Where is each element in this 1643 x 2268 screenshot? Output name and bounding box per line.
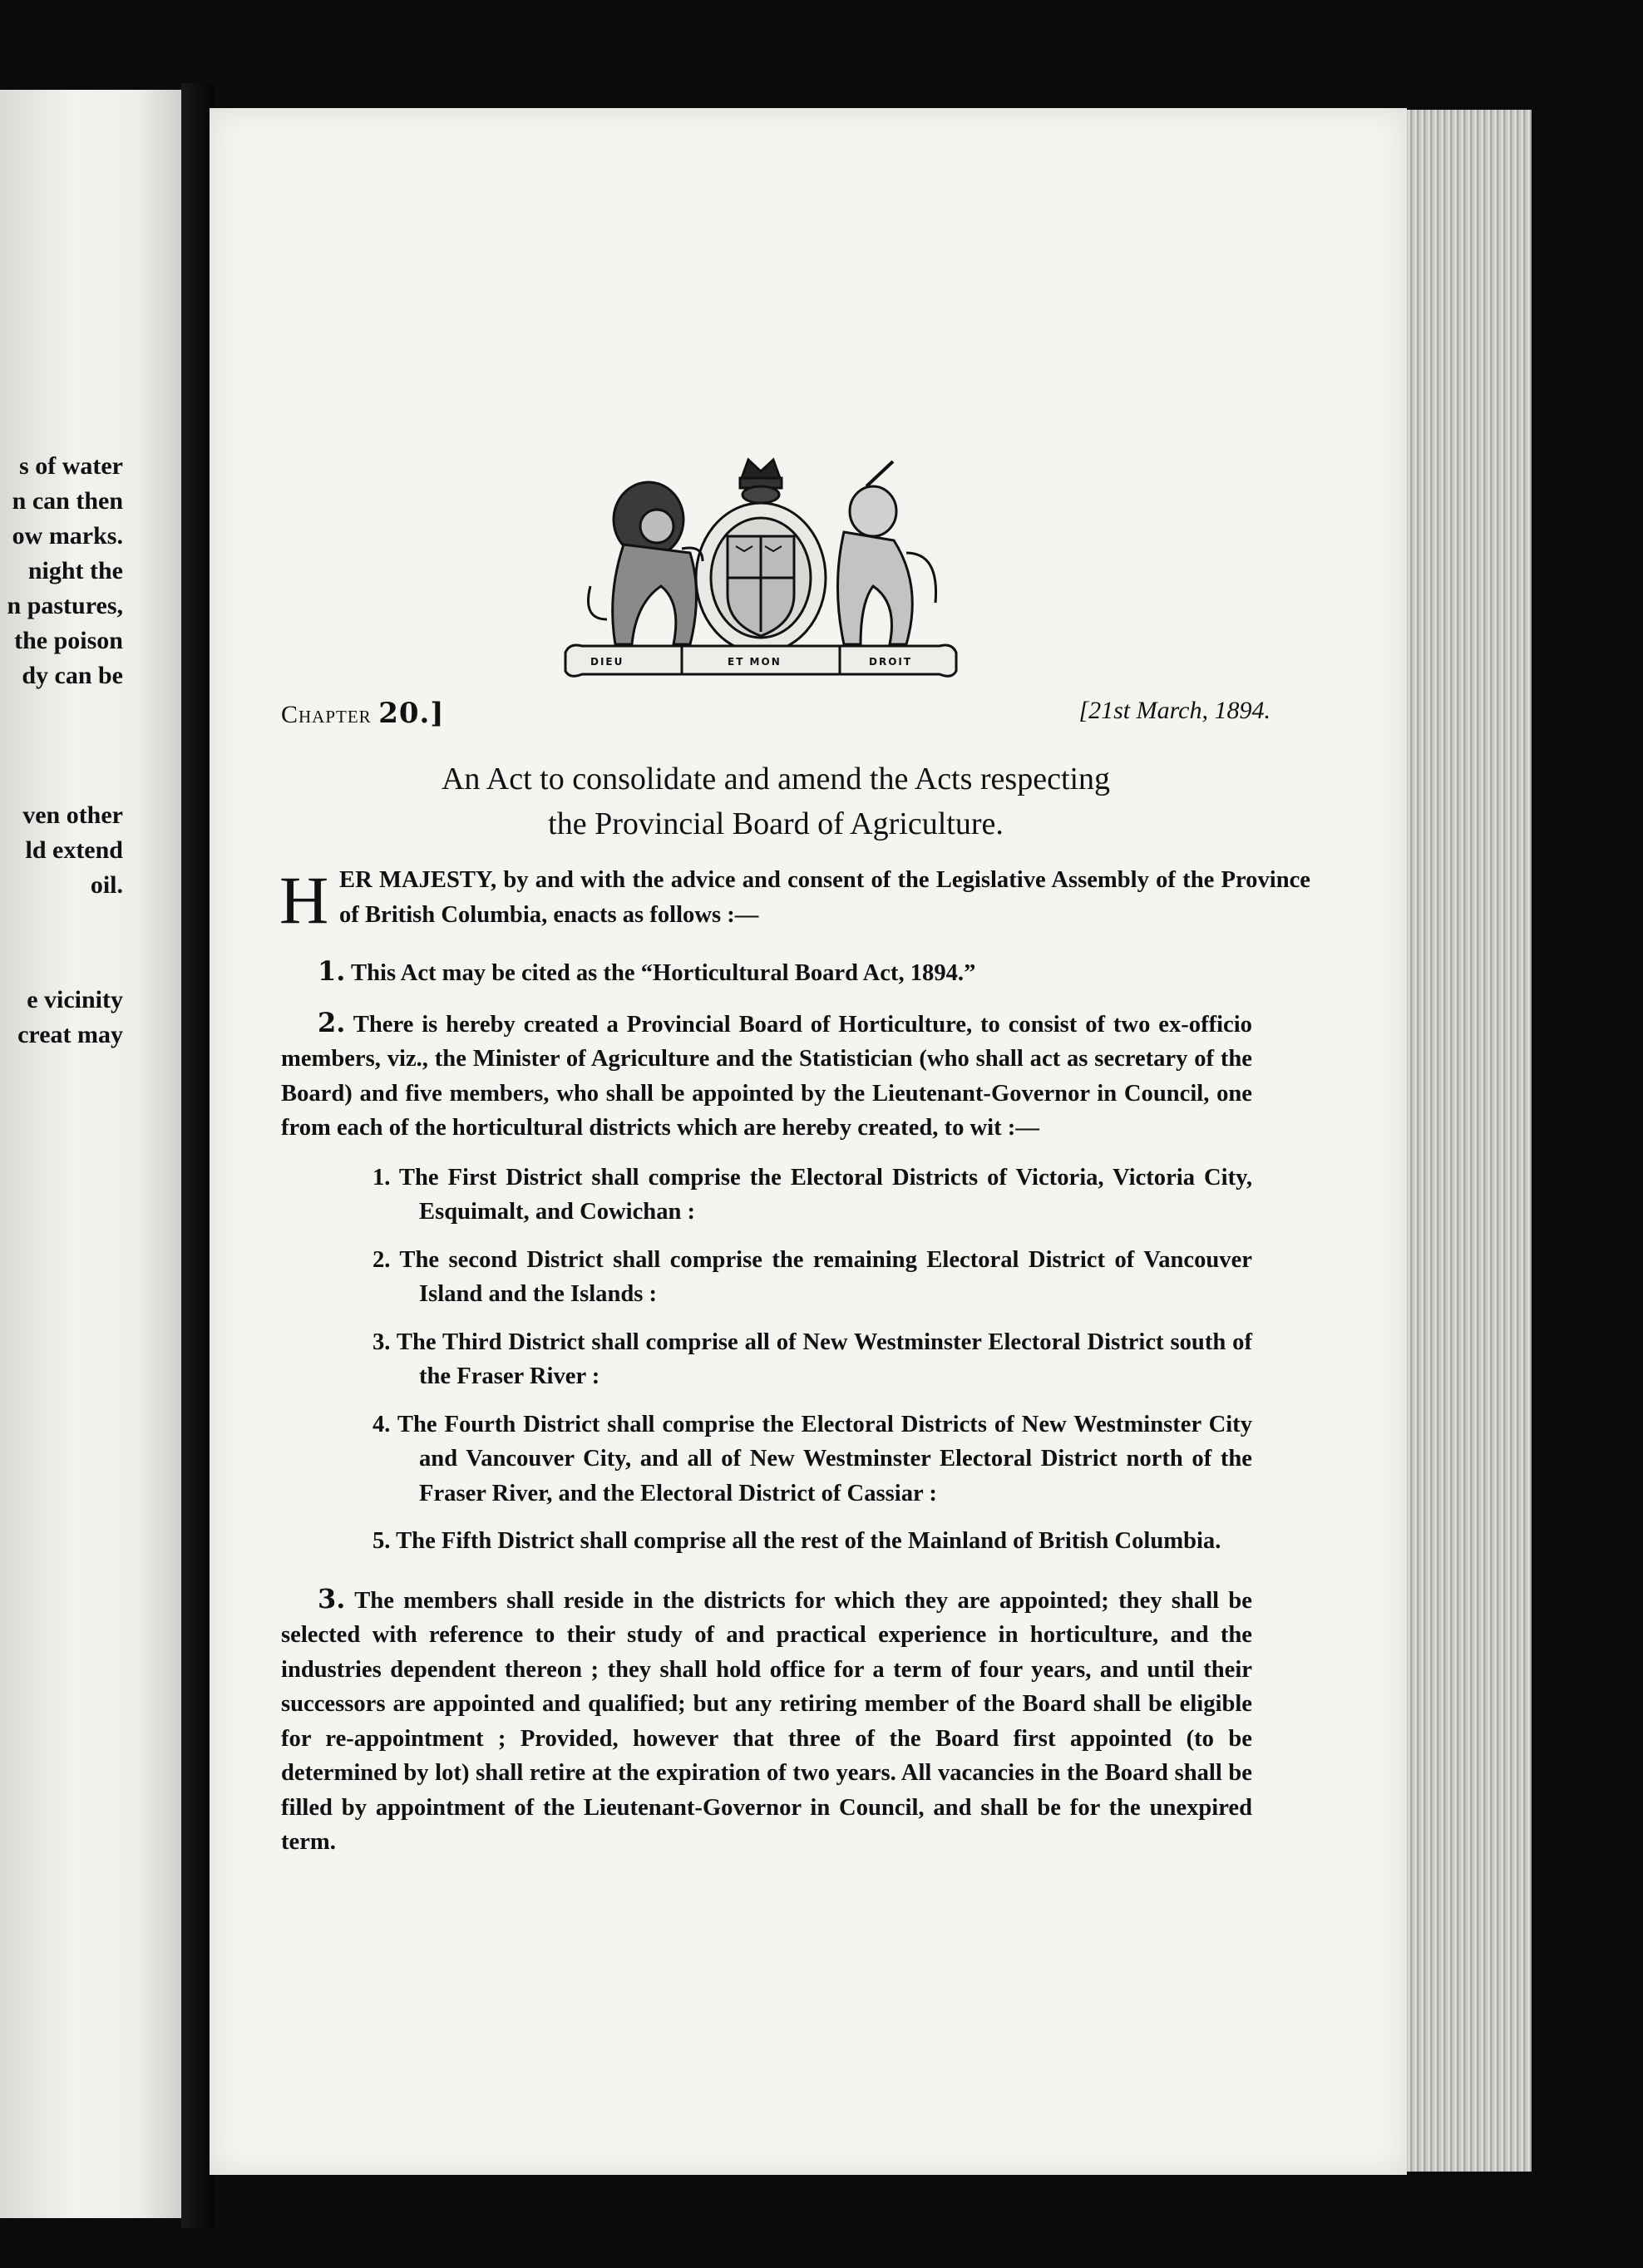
chapter-header bbox=[281, 697, 1270, 738]
left-page-fragment: ven other bbox=[22, 801, 123, 829]
left-page-fragment: ow marks. bbox=[12, 522, 123, 550]
district-item bbox=[281, 1243, 1252, 1312]
scan-background bbox=[1532, 108, 1643, 2178]
chapter-label bbox=[281, 697, 444, 730]
section-1 bbox=[281, 954, 1252, 991]
preamble bbox=[279, 862, 1310, 938]
district-number: 3. bbox=[373, 1329, 391, 1355]
district-item bbox=[281, 1325, 1252, 1394]
district-text: The Fifth District shall comprise all the rest of the Mainland of British Columbia. bbox=[396, 1528, 1221, 1554]
left-page-fragment: ld extend bbox=[25, 836, 123, 864]
section-2 bbox=[281, 1006, 1252, 1146]
chapter-word: Chapter bbox=[281, 701, 372, 728]
enactment-date: [21st March, 1894. bbox=[1078, 697, 1270, 724]
left-page-fragment: oil. bbox=[90, 871, 123, 899]
act-title-line-1: An Act to consolidate and amend the Acts respecting bbox=[441, 762, 1111, 796]
district-number: 1. bbox=[373, 1164, 391, 1191]
district-number: 4. bbox=[373, 1411, 391, 1437]
section-text: The members shall reside in the districts for which they are appointed; they shall be selected with reference to their study of and practical experience in horticulture, and the industries dependent thereon ; they shall hold office for a term of four years, and until their successors are appointed and qualified; but any retiring member of the Board shall be eligible for re-appointment ; Provided, however that three of the Board first appointed (to be determined by lot) shall retire at the expiration of two years. All vacancies in the Board shall be filled by appointment of the Lieutenant-Governor in Council, and shall be for the unexpired term. bbox=[281, 1587, 1252, 1855]
left-page-fragment: n can then bbox=[12, 487, 123, 515]
district-text: The second District shall comprise the remaining Electoral District of Vancouver Island and the Islands : bbox=[399, 1246, 1252, 1307]
motto-droit: DROIT bbox=[869, 656, 913, 668]
section-number: 1. bbox=[318, 955, 346, 987]
section-text: This Act may be cited as the “Horticultural Board Act, 1894.” bbox=[351, 960, 976, 986]
section-number: 2. bbox=[318, 1006, 346, 1038]
section-number: 3. bbox=[318, 1582, 346, 1615]
left-page-fragment: s of water bbox=[19, 452, 123, 480]
page-stack-edge bbox=[1407, 110, 1532, 2172]
left-page-fragment: the poison bbox=[14, 627, 123, 654]
preamble-text: ER MAJESTY, by and with the advice and consent of the Legislative Assembly of the Province of British Columbia, enacts as follows :— bbox=[339, 867, 1310, 928]
drop-cap: H bbox=[279, 862, 329, 938]
motto-dieu: DIEU bbox=[590, 656, 624, 668]
left-page-fragment: creat may bbox=[17, 1021, 123, 1048]
motto-et-mon: ET MON bbox=[728, 656, 782, 668]
act-title bbox=[281, 757, 1270, 846]
district-item bbox=[281, 1161, 1252, 1230]
chapter-number: 20.] bbox=[378, 697, 445, 730]
district-item bbox=[281, 1524, 1252, 1559]
section-3 bbox=[281, 1582, 1252, 1860]
district-item bbox=[281, 1408, 1252, 1511]
royal-coat-of-arms-icon bbox=[557, 453, 965, 686]
district-text: The Fourth District shall comprise the Electoral Districts of New Westminster City and Vancouver City, and all of New Westminster Electoral District north of the Fraser River, and the Electoral District of Cassiar : bbox=[397, 1411, 1252, 1506]
left-page-fragment: n pastures, bbox=[7, 592, 123, 619]
left-facing-page bbox=[0, 90, 181, 2218]
section-text: There is hereby created a Provincial Board of Horticulture, to consist of two ex-officio members, viz., the Minister of Agriculture and the Statistician (who shall act as secretary of the Board) and five members, who shall be appointed by the Lieutenant-Governor in Council, one from each of the horticultural districts which are hereby created, to wit :— bbox=[281, 1011, 1252, 1141]
left-page-fragment: dy can be bbox=[22, 662, 123, 689]
district-number: 2. bbox=[373, 1246, 391, 1273]
sections-body bbox=[281, 954, 1252, 1875]
act-title-line-2: the Provincial Board of Agriculture. bbox=[548, 806, 1004, 841]
district-text: The First District shall comprise the Electoral Districts of Victoria, Victoria City, Esquimalt, and Cowichan : bbox=[398, 1164, 1252, 1225]
district-text: The Third District shall comprise all of New Westminster Electoral District south of the Fraser River : bbox=[396, 1329, 1252, 1389]
district-number: 5. bbox=[373, 1528, 391, 1554]
left-page-fragment: night the bbox=[27, 557, 123, 584]
left-page-fragment: e vicinity bbox=[27, 986, 123, 1013]
